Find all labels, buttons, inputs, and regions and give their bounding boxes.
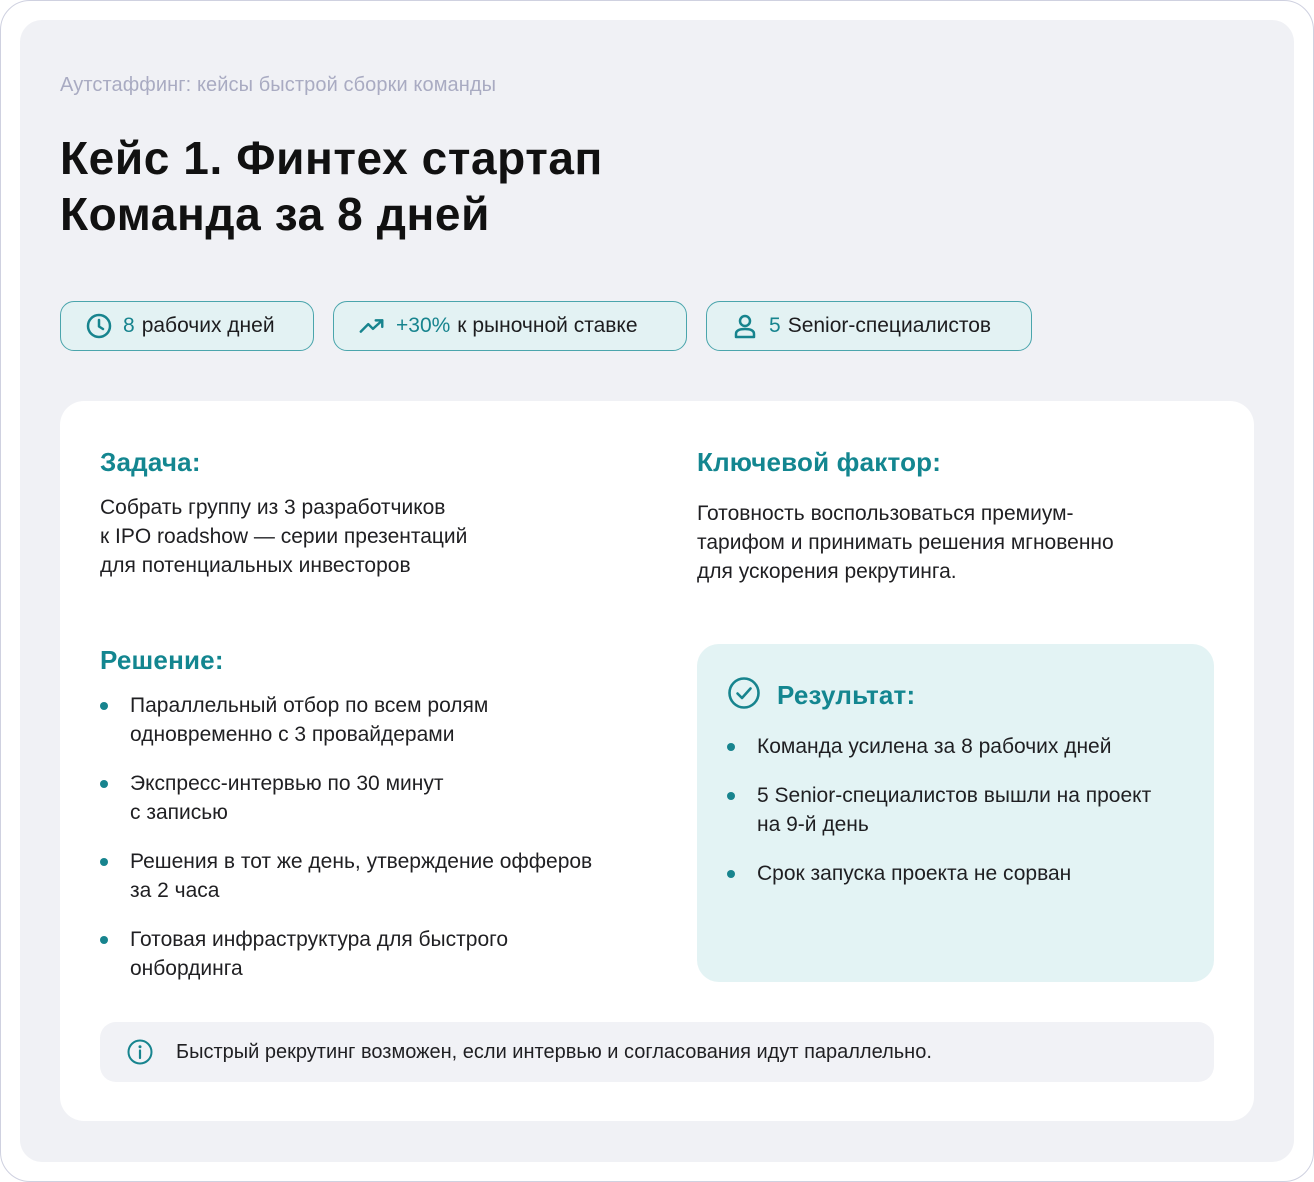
result-list	[727, 732, 1151, 888]
solution-list	[100, 691, 592, 983]
tag-rate-label: к рыночной ставке	[457, 314, 638, 337]
task-line: к IPO roadshow — серии презентаций	[100, 525, 468, 548]
task-line: для потенциальных инвесторов	[100, 554, 411, 577]
tag-specialists-value: 5	[769, 314, 781, 337]
tag-specialists-label: Senior-специалистов	[787, 314, 992, 337]
solution-heading: Решение:	[100, 645, 224, 675]
tag-days	[60, 301, 314, 351]
task-line: Собрать группу из 3 разработчиков	[100, 496, 446, 519]
list-item	[727, 781, 1151, 839]
key-factor-text	[697, 499, 1114, 586]
info-note	[100, 1022, 1214, 1082]
page-subtitle: Аутстаффинг: кейсы быстрой сборки команды	[60, 74, 497, 96]
key-factor-line: тарифом и принимать решения мгновенно	[697, 531, 1114, 554]
result-box	[697, 644, 1214, 982]
key-factor-line: для ускорения рекрутинга.	[697, 560, 957, 583]
list-item-line: с записью	[130, 801, 228, 824]
key-factor-line: Готовность воспользоваться премиум-	[697, 502, 1074, 525]
list-item	[100, 691, 592, 749]
bullet-dot	[727, 792, 735, 800]
list-item-line: Экспресс-интервью по 30 минут	[130, 772, 444, 795]
bullet-dot	[727, 743, 735, 751]
list-item-line: Готовая инфраструктура для быстрого	[130, 928, 508, 951]
tag-days-value: 8	[123, 314, 135, 337]
list-item-line: 5 Senior-специалистов вышли на проект	[757, 784, 1152, 807]
list-item-line: на 9-й день	[757, 813, 869, 836]
list-item	[100, 769, 592, 827]
result-heading: Результат:	[777, 680, 916, 710]
tag-rate	[333, 301, 687, 351]
trending-up-icon	[358, 312, 386, 340]
list-item-line: Команда усилена за 8 рабочих дней	[757, 735, 1112, 758]
case-card	[60, 401, 1254, 1121]
tag-days-label: рабочих дней	[141, 314, 275, 337]
list-item-line: Срок запуска проекта не сорван	[757, 862, 1072, 885]
tag-rate-value: +30%	[396, 314, 451, 337]
bullet-dot	[727, 870, 735, 878]
list-item-line: Решения в тот же день, утверждение офферов	[130, 850, 593, 873]
page-title	[60, 130, 603, 242]
bullet-dot	[100, 858, 108, 866]
clock-icon	[85, 312, 113, 340]
list-item	[100, 925, 592, 983]
info-note-text: Быстрый рекрутинг возможен, если интервью и согласования идут параллельно.	[176, 1040, 932, 1063]
bullet-dot	[100, 780, 108, 788]
bullet-dot	[100, 936, 108, 944]
bullet-dot	[100, 702, 108, 710]
check-circle-icon	[727, 676, 761, 715]
list-item-line: онбординга	[130, 957, 243, 980]
list-item	[727, 859, 1151, 888]
list-item-line: одновременно с 3 провайдерами	[130, 723, 455, 746]
list-item	[100, 847, 592, 905]
list-item-line: Параллельный отбор по всем ролям	[130, 694, 489, 717]
list-item-line: за 2 часа	[130, 879, 220, 902]
title-line-2: Команда за 8 дней	[60, 188, 490, 240]
user-icon	[731, 312, 759, 340]
key-factor-heading: Ключевой фактор:	[697, 447, 942, 477]
info-icon	[126, 1038, 154, 1066]
list-item	[727, 732, 1151, 761]
result-header	[727, 676, 915, 715]
title-line-1: Кейс 1. Финтех стартап	[60, 132, 603, 184]
task-text	[100, 493, 467, 580]
tag-specialists	[706, 301, 1032, 351]
task-heading: Задача:	[100, 447, 201, 477]
